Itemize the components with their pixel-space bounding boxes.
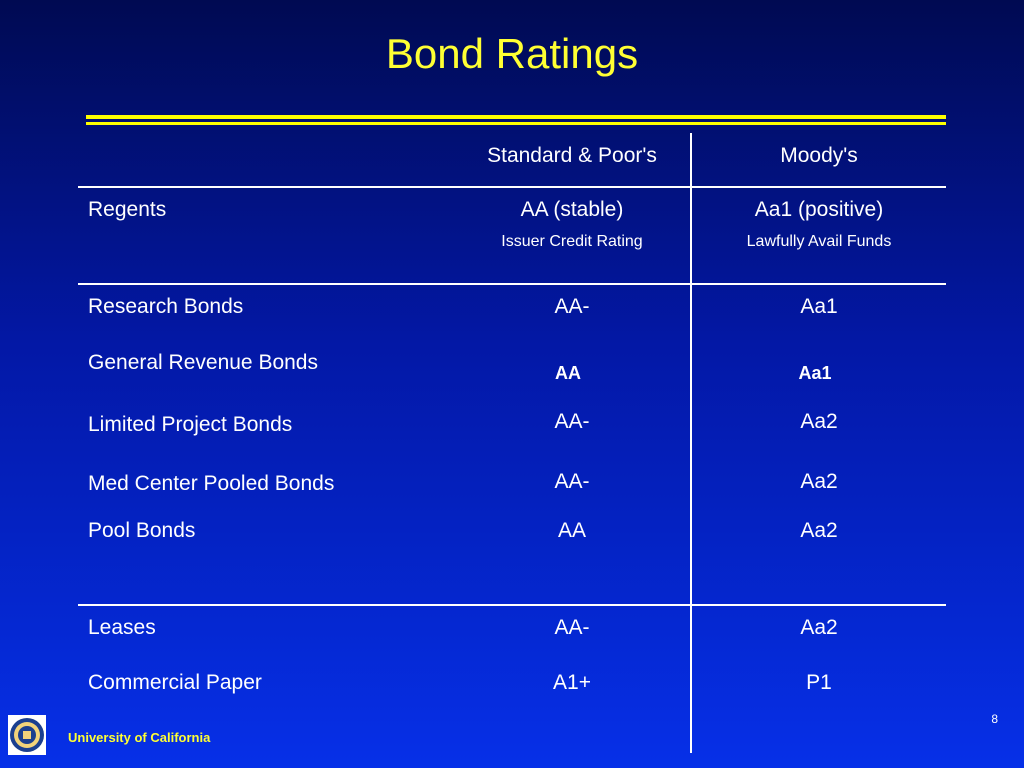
row-moodys-rating: Aa2 [800, 470, 838, 493]
row-label: Limited Project Bonds [88, 413, 293, 436]
header-moodys: Moody's [780, 144, 858, 167]
row-moodys-rating: Aa1 [800, 295, 838, 318]
row-sp-rating: AA [557, 519, 586, 542]
row-moodys-rating: P1 [806, 671, 832, 694]
row-label: Med Center Pooled Bonds [88, 472, 335, 495]
row-sp-rating: AA- [554, 295, 590, 318]
row-label: General Revenue Bonds [88, 351, 318, 374]
footer-university: University of California [68, 730, 211, 745]
header-standard-poors: Standard & Poor's [487, 144, 657, 167]
title-rule-top [86, 115, 946, 119]
university-seal-icon [8, 715, 46, 755]
row-moodys-rating: Aa1 [798, 363, 832, 383]
row-moodys-rating: Aa2 [800, 519, 838, 542]
row-label: Commercial Paper [88, 671, 262, 694]
regents-divider [78, 283, 946, 285]
row-label: Leases [88, 616, 156, 639]
row-sp-rating: AA- [554, 410, 590, 433]
row-sp-rating: AA [555, 363, 581, 383]
row-sp-rating: AA- [554, 470, 590, 493]
regents-moodys-rating: Aa1 (positive) [754, 198, 884, 221]
slide-title: Bond Ratings [385, 30, 639, 77]
regents-sp-note: Issuer Credit Rating [501, 233, 643, 250]
bonds-divider [78, 604, 946, 606]
header-divider [78, 186, 946, 188]
title-rule-bottom [86, 122, 946, 125]
column-divider [690, 133, 692, 753]
regents-label: Regents [88, 198, 167, 221]
regents-sp-rating: AA (stable) [520, 198, 624, 221]
row-label: Research Bonds [88, 295, 244, 318]
row-moodys-rating: Aa2 [800, 616, 838, 639]
regents-moodys-note: Lawfully Avail Funds [746, 233, 892, 250]
row-label: Pool Bonds [88, 519, 196, 542]
page-number: 8 [991, 712, 998, 726]
row-sp-rating: AA- [554, 616, 590, 639]
row-moodys-rating: Aa2 [800, 410, 838, 433]
row-sp-rating: A1+ [553, 671, 591, 694]
